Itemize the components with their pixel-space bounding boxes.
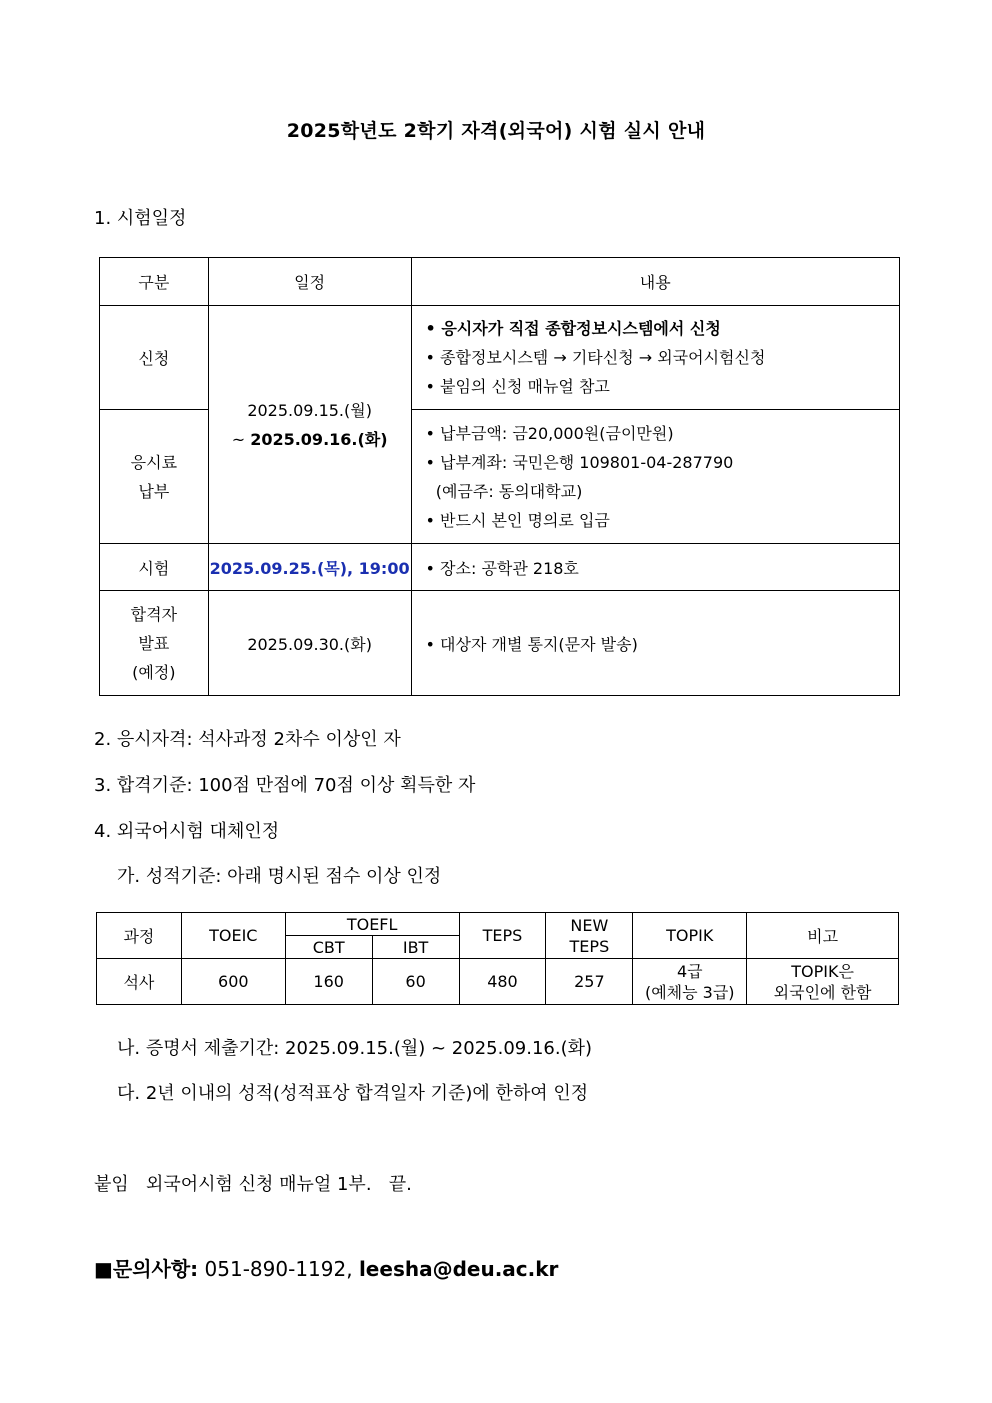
cbt-value: 160 xyxy=(285,959,372,1005)
score-header-row xyxy=(97,913,899,936)
schedule-row-apply xyxy=(100,306,900,410)
section-4b: 나. 증명서 제출기간: 2025.09.15.(월) ~ 2025.09.16.(화) xyxy=(117,1038,593,1059)
schedule-row-result xyxy=(100,591,900,696)
fee-item: • 납부계좌: 국민은행 109801-04-287790 xyxy=(425,452,734,472)
exam-label: 시험 xyxy=(100,544,209,591)
section-1-heading: 1. 시험일정 xyxy=(94,208,187,229)
new-teps-value: 257 xyxy=(546,959,633,1005)
contact-label: ■문의사항: xyxy=(94,1257,199,1281)
header-toefl: TOEFL xyxy=(285,913,459,936)
schedule-row-exam xyxy=(100,544,900,591)
attachment-note: 붙임 외국어시험 신청 매뉴얼 1부. 끝. xyxy=(94,1174,412,1195)
schedule-header-row xyxy=(100,258,900,306)
result-date: 2025.09.30.(화) xyxy=(208,591,411,696)
result-content: • 대상자 개별 통지(문자 발송) xyxy=(411,591,899,696)
contact-phone: 051-890-1192, xyxy=(198,1257,359,1281)
note-value-line: 외국인에 한함 xyxy=(773,982,872,1002)
exam-date: 2025.09.25.(목), 19:00 xyxy=(208,544,411,591)
fee-label-line: 응시료 xyxy=(130,452,178,472)
teps-value: 480 xyxy=(459,959,546,1005)
result-label-line: 합격자 xyxy=(130,604,178,624)
contact-info xyxy=(94,1253,558,1282)
result-label-line: (예정) xyxy=(132,662,176,682)
apply-period-start: 2025.09.15.(월) xyxy=(247,400,372,420)
apply-item: • 종합정보시스템 → 기타신청 → 외국어시험신청 xyxy=(425,348,766,367)
header-category: 구분 xyxy=(100,258,209,306)
apply-content xyxy=(411,306,899,410)
apply-item: • 붙임의 신청 매뉴얼 참고 xyxy=(425,377,610,396)
section-4c: 다. 2년 이내의 성적(성적표상 합격일자 기준)에 한하여 인정 xyxy=(117,1083,589,1104)
section-2: 2. 응시자격: 석사과정 2차수 이상인 자 xyxy=(94,729,401,750)
score-row-masters xyxy=(97,959,899,1005)
section-4a: 가. 성적기준: 아래 명시된 점수 이상 인정 xyxy=(117,866,442,887)
header-course: 과정 xyxy=(97,913,182,959)
contact-email: leesha@deu.ac.kr xyxy=(358,1257,559,1281)
page-title: 2025학년도 2학기 자격(외국어) 시험 실시 안내 xyxy=(286,120,706,142)
header-toeic: TOEIC xyxy=(181,913,285,959)
section-4-heading: 4. 외국어시험 대체인정 xyxy=(94,821,280,842)
header-cbt: CBT xyxy=(285,936,372,959)
header-date: 일정 xyxy=(208,258,411,306)
section-3: 3. 합격기준: 100점 만점에 70점 이상 획득한 자 xyxy=(94,775,476,796)
course-value: 석사 xyxy=(97,959,182,1005)
note-value xyxy=(747,959,899,1005)
header-new-teps-line: TEPS xyxy=(569,936,610,956)
header-note: 비고 xyxy=(747,913,899,959)
apply-label: 신청 xyxy=(100,306,209,410)
fee-item: (예금주: 동의대학교) xyxy=(425,481,583,501)
tilde: ~ xyxy=(231,429,251,449)
fee-content xyxy=(411,410,899,544)
apply-period-end: 2025.09.16.(화) xyxy=(250,429,388,449)
topik-value-line: (예체능 3급) xyxy=(644,982,735,1002)
topik-value xyxy=(633,959,747,1005)
toeic-value: 600 xyxy=(181,959,285,1005)
fee-label xyxy=(100,410,209,544)
note-value-line: TOPIK은 xyxy=(791,961,854,981)
fee-label-line: 납부 xyxy=(138,481,170,501)
exam-content: • 장소: 공학관 218호 xyxy=(411,544,899,591)
header-topik: TOPIK xyxy=(633,913,747,959)
header-new-teps xyxy=(546,913,633,959)
header-content: 내용 xyxy=(411,258,899,306)
apply-period xyxy=(208,306,411,544)
header-new-teps-line: NEW xyxy=(570,915,609,935)
score-criteria-table xyxy=(96,912,899,1005)
fee-item: • 납부금액: 금20,000원(금이만원) xyxy=(425,423,674,443)
header-teps: TEPS xyxy=(459,913,546,959)
apply-item: • 응시자가 직접 종합정보시스템에서 신청 xyxy=(425,319,721,338)
apply-period-end-line xyxy=(209,425,411,454)
fee-item: • 반드시 본인 명의로 입금 xyxy=(425,510,610,530)
header-ibt: IBT xyxy=(372,936,459,959)
result-label xyxy=(100,591,209,696)
result-label-line: 발표 xyxy=(138,633,170,653)
schedule-table xyxy=(99,257,900,696)
topik-value-line: 4급 xyxy=(676,961,703,981)
ibt-value: 60 xyxy=(372,959,459,1005)
